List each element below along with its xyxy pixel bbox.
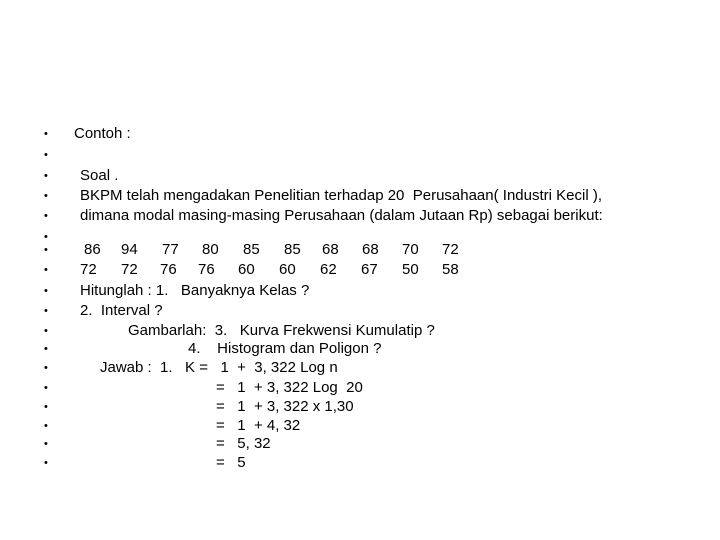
example-heading: Contoh :: [74, 125, 131, 142]
bullet: •: [44, 401, 48, 413]
data-value: 68: [362, 241, 379, 258]
question-interval: 2. Interval ?: [80, 302, 163, 319]
line-9: [0, 281, 720, 301]
problem-label: Soal .: [80, 167, 119, 184]
bullet: •: [44, 457, 48, 469]
line-2: [0, 145, 720, 165]
bullet: •: [44, 325, 48, 337]
line-10: [0, 301, 720, 321]
data-row-1: [0, 240, 720, 260]
answer-step: = 5, 32: [216, 435, 271, 452]
line-11: [0, 321, 720, 341]
bullet: •: [44, 264, 48, 276]
data-value: 58: [442, 261, 459, 278]
data-value: 76: [160, 261, 177, 278]
data-value: 67: [361, 261, 378, 278]
data-value: 86: [84, 241, 101, 258]
bullet: •: [44, 420, 48, 432]
bullet: •: [44, 244, 48, 256]
bullet: •: [44, 343, 48, 355]
line-16: [0, 416, 720, 436]
bullet: •: [44, 128, 48, 140]
bullet: •: [44, 285, 48, 297]
bullet: •: [44, 362, 48, 374]
bullet: •: [44, 305, 48, 317]
line-17: [0, 434, 720, 454]
data-value: 94: [121, 241, 138, 258]
line-4: [0, 186, 720, 206]
data-value: 72: [442, 241, 459, 258]
bullet: •: [44, 149, 48, 161]
data-value: 60: [279, 261, 296, 278]
line-13: [0, 358, 720, 378]
data-value: 50: [402, 261, 419, 278]
bullet: •: [44, 438, 48, 450]
line-14: [0, 378, 720, 398]
data-value: 60: [238, 261, 255, 278]
answer-step: = 1 + 4, 32: [216, 417, 301, 434]
data-value: 70: [402, 241, 419, 258]
answer-step: = 1 + 3, 322 Log 20: [216, 379, 363, 396]
question-count-classes: Hitunglah : 1. Banyaknya Kelas ?: [80, 282, 310, 299]
question-ogive: Gambarlah: 3. Kurva Frekwensi Kumulatip ?: [128, 322, 435, 339]
data-value: 76: [198, 261, 215, 278]
answer-formula: Jawab : 1. K = 1 + 3, 322 Log n: [100, 359, 338, 376]
line-3: [0, 166, 720, 186]
line-5: [0, 206, 720, 226]
bullet: •: [44, 210, 48, 222]
data-row-2: [0, 260, 720, 280]
data-value: 80: [202, 241, 219, 258]
line-1: [0, 124, 720, 144]
data-value: 77: [162, 241, 179, 258]
question-histogram: 4. Histogram dan Poligon ?: [188, 340, 382, 357]
bullet: •: [44, 382, 48, 394]
answer-result: = 5: [216, 454, 246, 471]
data-value: 68: [322, 241, 339, 258]
bullet: •: [44, 170, 48, 182]
data-value: 85: [243, 241, 260, 258]
data-value: 72: [121, 261, 138, 278]
line-15: [0, 397, 720, 417]
data-value: 72: [80, 261, 97, 278]
bullet: •: [44, 190, 48, 202]
problem-text-2: dimana modal masing-masing Perusahaan (dalam Jutaan Rp) sebagai berikut:: [80, 207, 603, 224]
answer-step: = 1 + 3, 322 x 1,30: [216, 398, 354, 415]
bullet: •: [44, 231, 48, 243]
line-18: [0, 453, 720, 473]
data-value: 85: [284, 241, 301, 258]
data-value: 62: [320, 261, 337, 278]
line-12: [0, 339, 720, 359]
problem-text-1: BKPM telah mengadakan Penelitian terhadap 20 Perusahaan( Industri Kecil ),: [80, 187, 602, 204]
